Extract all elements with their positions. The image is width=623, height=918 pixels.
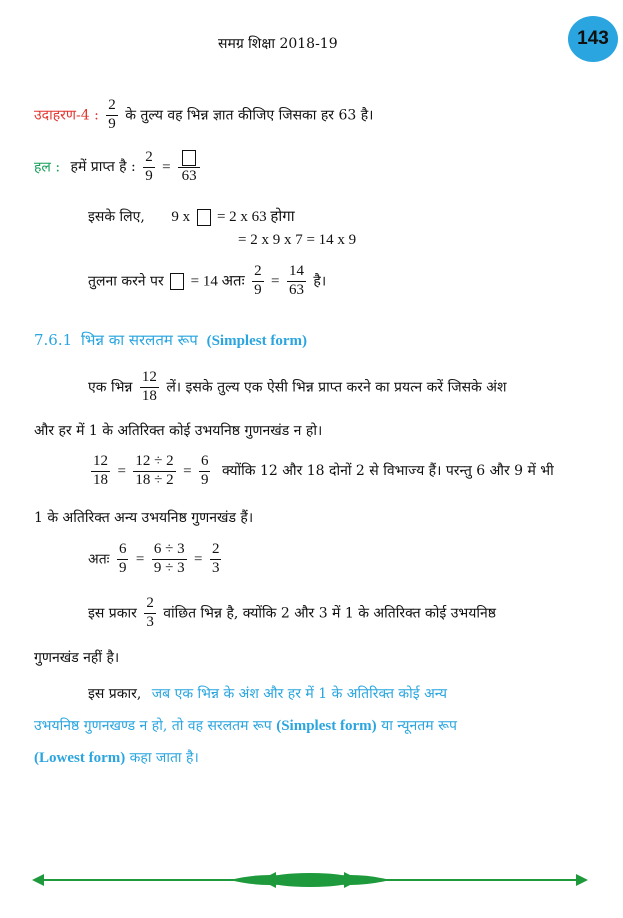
para1-prefix: एक भिन्न	[88, 379, 133, 396]
fraction-denominator: 18 ÷ 2	[135, 471, 174, 488]
compare-label: तुलना करने पर	[88, 273, 164, 290]
is-label: है।	[313, 273, 327, 290]
equals-sign: =	[183, 463, 192, 480]
para2-text: क्योंकि 12 और 18 दोनों 2 से विभाज्य हैं। परन्तु 6 और 9 में भी	[221, 463, 554, 480]
fraction-denominator: 9	[118, 559, 127, 576]
compare-value: = 14 अतः	[190, 273, 245, 290]
result-fraction-1	[252, 264, 264, 299]
para2-line2: 1 के अतिरिक्त अन्य उभयनिष्ठ गुणनखंड हैं।	[34, 510, 254, 526]
unknown-box	[170, 273, 184, 290]
equals-sign: =	[194, 551, 203, 568]
section-title-english: (Simplest form)	[206, 333, 307, 349]
solution-line-3: = 2 x 9 x 7 = 14 x 9	[238, 232, 357, 248]
para4-line2: गुणनखंड नहीं है।	[34, 650, 120, 666]
for-this-label: इसके लिए,	[88, 209, 145, 225]
conclusion-line2	[34, 716, 457, 735]
fraction-denominator: 63	[288, 281, 304, 298]
equation-right: = 2 x 63 होगा	[216, 209, 295, 225]
para2-fraction-a	[91, 454, 110, 489]
example-line	[34, 98, 374, 133]
conclusion-line1	[88, 684, 447, 703]
fraction-numerator: 6	[199, 454, 211, 472]
solution-intro: हमें प्राप्त है :	[70, 159, 136, 176]
para3-fraction-b	[152, 542, 187, 577]
fraction-denominator: 3	[146, 613, 154, 630]
fraction-denominator: 18	[93, 471, 108, 488]
fraction-numerator: 2	[106, 98, 118, 116]
section-title-hindi: भिन्न का सरलतम रूप	[80, 331, 198, 349]
lowest-form-en: (Lowest form)	[34, 750, 126, 766]
fraction-denominator: 9	[254, 281, 262, 298]
conclusion-text-2: उभयनिष्ठ गुणनखण्ड न हो, तो वह सरलतम रूप	[34, 718, 272, 734]
fraction-numerator: 2	[144, 596, 156, 614]
solution-line-2	[88, 206, 295, 226]
fraction-numerator: 12	[91, 454, 110, 472]
section-number: 7.6.1	[34, 331, 73, 349]
conclusion-text-1: जब एक भिन्न के अंश और हर में 1 के अतिरिक्त कोई अन्य	[151, 686, 448, 702]
para1-line2: और हर में 1 के अतिरिक्त कोई उभयनिष्ठ गुणनखंड न हो।	[34, 423, 323, 439]
fraction-numerator: 12	[140, 370, 159, 388]
unknown-box	[197, 209, 211, 226]
example-text: के तुल्य वह भिन्न ज्ञात कीजिए जिसका हर 63 है।	[125, 107, 374, 124]
fraction-numerator: 6	[117, 542, 129, 560]
solution-fraction-1	[143, 150, 155, 185]
page-number: 143	[577, 28, 609, 49]
para1-text: लें। इसके तुल्य एक ऐसी भिन्न प्राप्त करने का प्रयत्न करें जिसके अंश	[166, 379, 507, 396]
para3-fraction-a	[117, 542, 129, 577]
simplest-form-en: (Simplest form)	[276, 718, 377, 734]
fraction-numerator: 2	[143, 150, 155, 168]
para4-fraction	[144, 596, 156, 631]
para2-line1	[88, 454, 554, 489]
unknown-box	[178, 150, 200, 168]
para1-fraction	[140, 370, 159, 405]
fraction-numerator: 12 ÷ 2	[133, 454, 175, 472]
fraction-denominator: 18	[141, 387, 157, 404]
result-fraction-2	[287, 264, 306, 299]
para3-prefix: अतः	[88, 551, 110, 568]
page-number-badge	[568, 16, 618, 62]
para3-line	[88, 542, 224, 577]
conclusion-prefix: इस प्रकार,	[88, 686, 142, 702]
para3-fraction-c	[210, 542, 222, 577]
section-heading	[34, 330, 307, 350]
equation-left: 9 x	[171, 209, 191, 225]
para2-fraction-c	[199, 454, 211, 489]
fraction-denominator: 9 ÷ 3	[153, 559, 185, 576]
equals-sign: =	[135, 551, 145, 568]
solution-label: हल :	[34, 159, 61, 176]
header-title: समग्र शिक्षा 2018-19	[218, 36, 338, 52]
solution-fraction-2	[178, 150, 200, 185]
para4-prefix: इस प्रकार	[88, 605, 137, 622]
fraction-numerator: 2	[210, 542, 222, 560]
ornament-divider-icon	[30, 866, 590, 894]
para2-fraction-b	[133, 454, 175, 489]
conclusion-text-3: या न्यूनतम रूप	[381, 718, 457, 734]
equals-sign: =	[162, 159, 171, 176]
fraction-denominator: 9	[145, 167, 153, 184]
fraction-denominator: 63	[181, 168, 197, 185]
example-fraction	[106, 98, 118, 133]
equals-sign: =	[271, 273, 280, 290]
equals-sign: =	[117, 463, 126, 480]
para4-text: वांछित भिन्न है, क्योंकि 2 और 3 में 1 के अतिरिक्त कोई उभयनिष्ठ	[163, 605, 497, 622]
para4-line1	[88, 596, 496, 631]
fraction-denominator: 9	[200, 471, 209, 488]
fraction-numerator: 2	[252, 264, 264, 282]
conclusion-text-4: कहा जाता है।	[129, 750, 199, 766]
fraction-denominator: 9	[108, 115, 116, 132]
solution-line-4	[88, 264, 326, 299]
fraction-numerator: 6 ÷ 3	[152, 542, 187, 560]
fraction-denominator: 3	[211, 559, 220, 576]
example-label: उदाहरण-4 :	[34, 107, 99, 124]
solution-line-1	[34, 150, 203, 185]
fraction-numerator: 14	[287, 264, 306, 282]
para1-line1	[88, 370, 506, 405]
conclusion-line3	[34, 748, 199, 767]
